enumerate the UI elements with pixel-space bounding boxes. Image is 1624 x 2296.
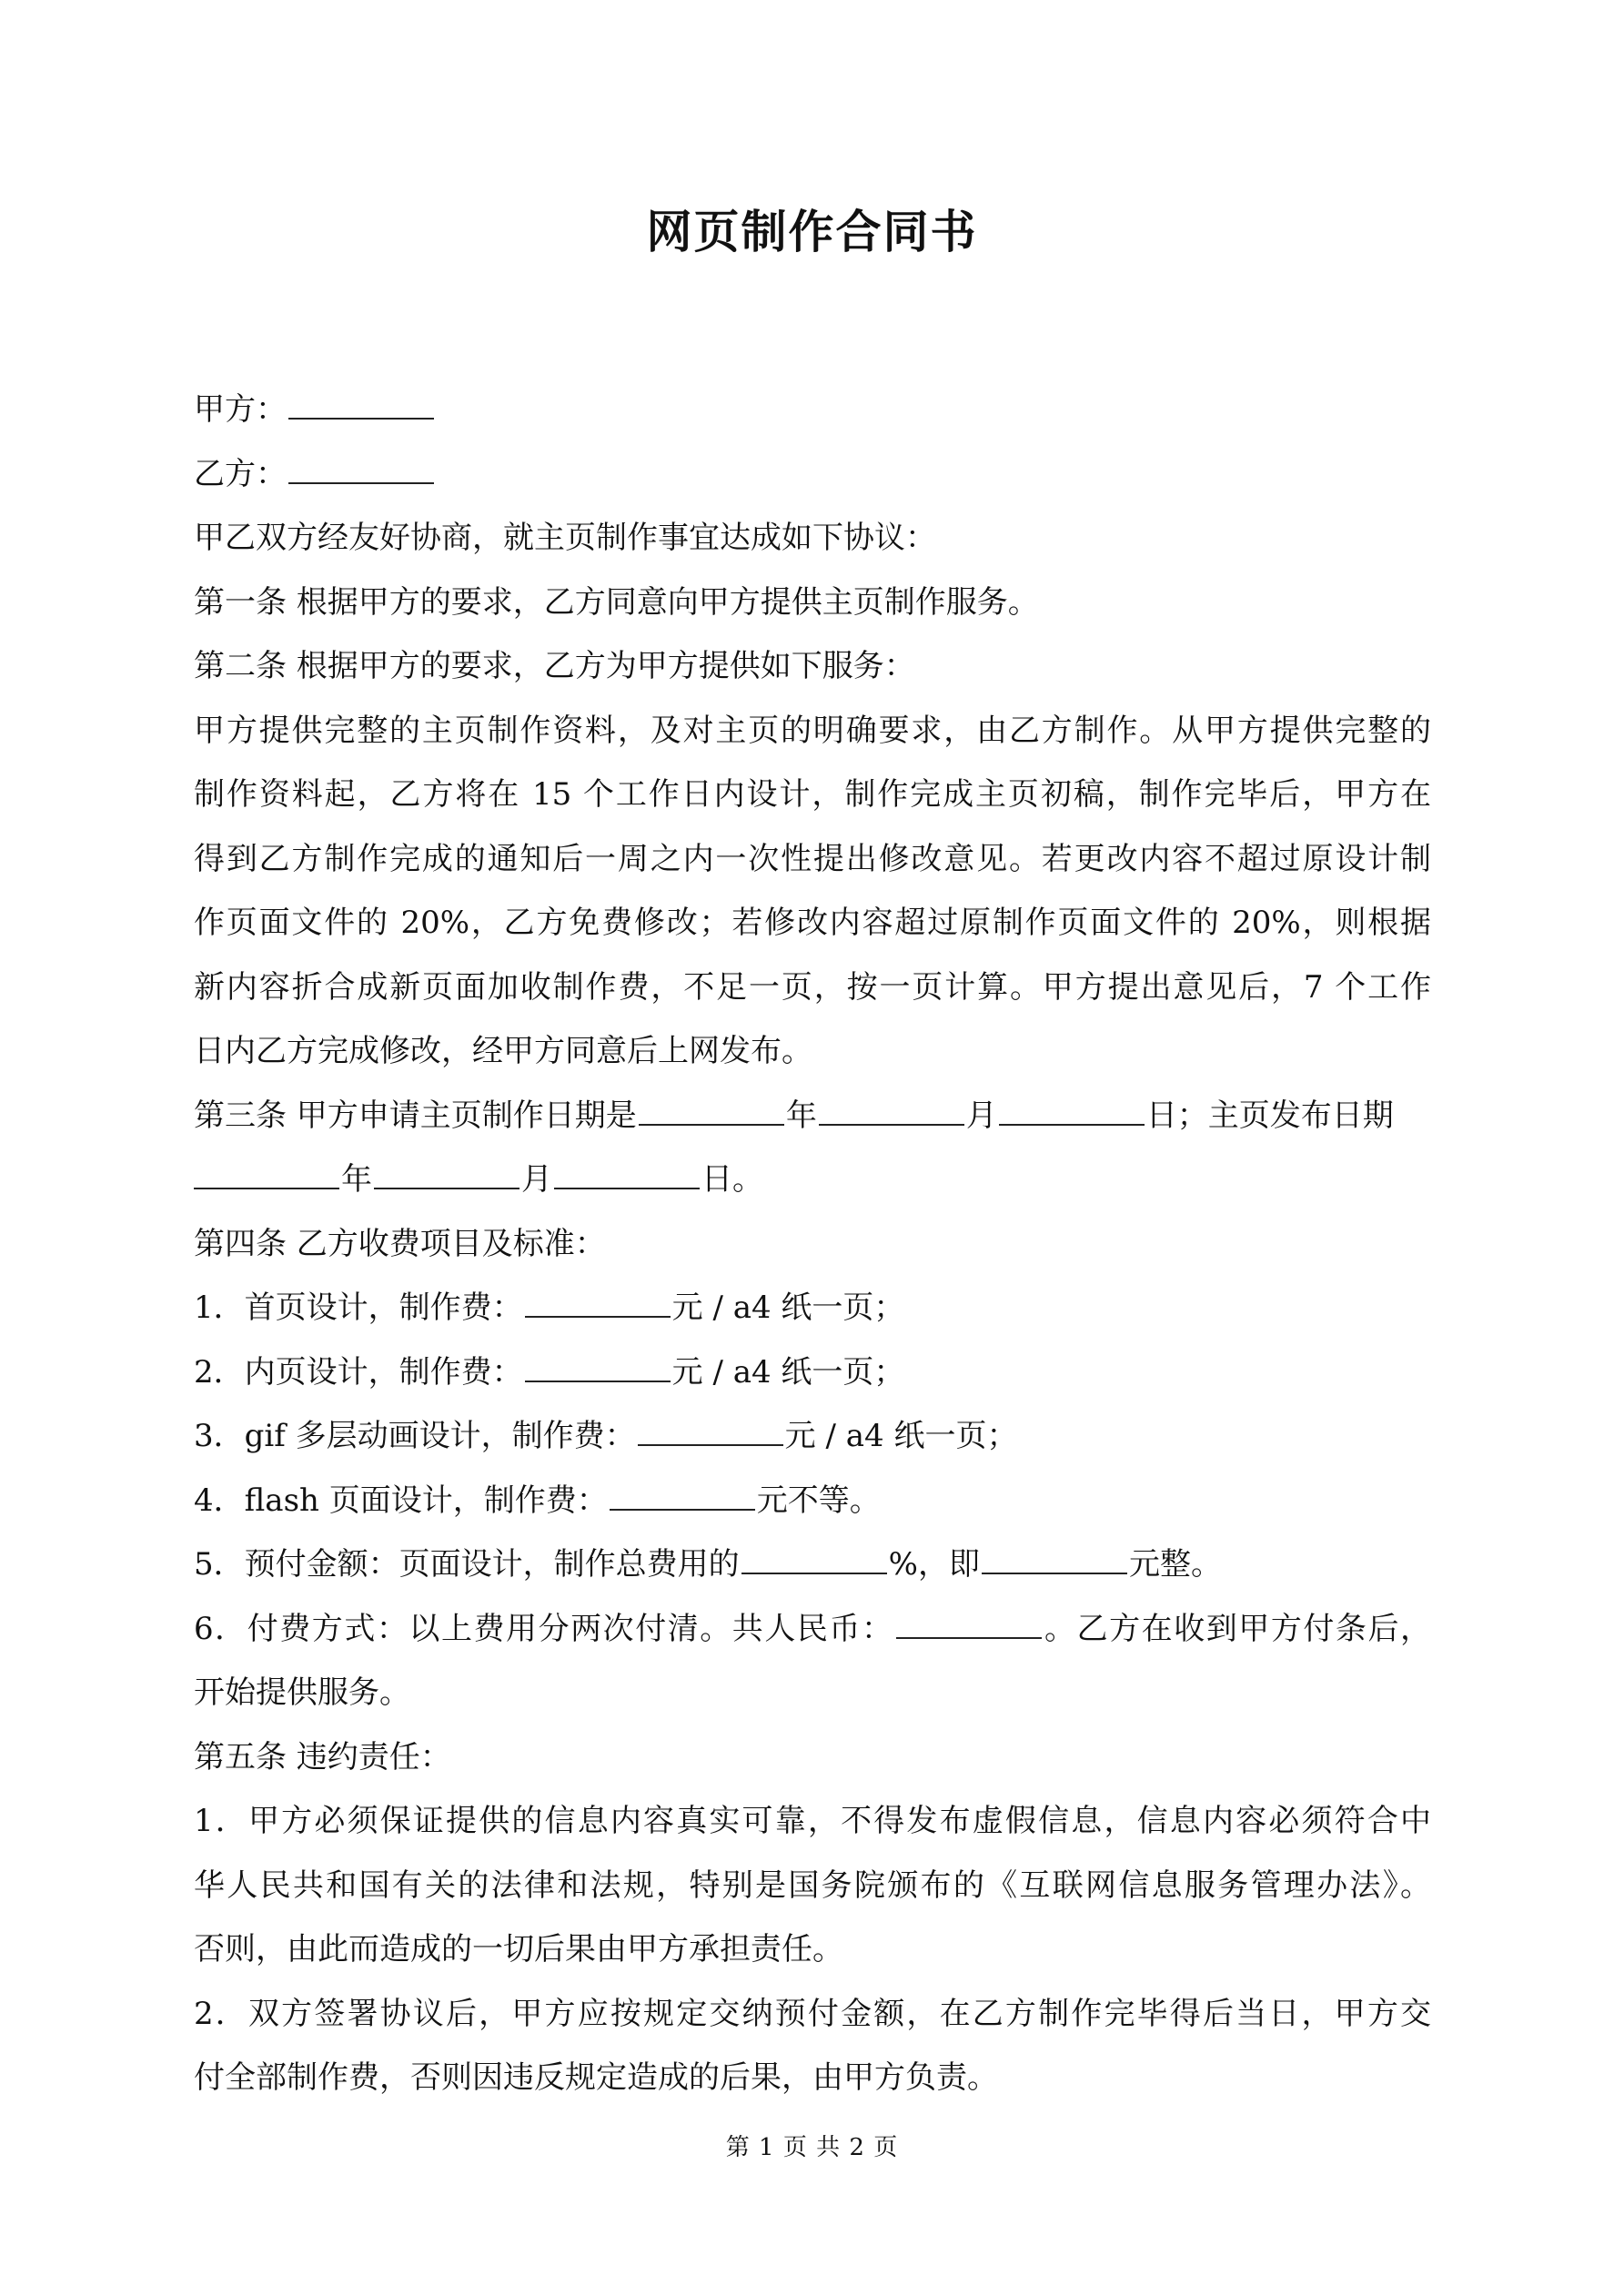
article-3-line-2 <box>194 1148 1431 1212</box>
publish-day-blank <box>554 1164 700 1189</box>
article-2-line: 甲方提供完整的主页制作资料，及对主页的明确要求，由乙方制作。从甲方提供完整的 <box>194 712 1431 749</box>
article-2-line: 得到乙方制作完成的通知后一周之内一次性提出修改意见。若更改内容不超过原设计制 <box>194 840 1431 877</box>
article-2-heading: 第二条 根据甲方的要求，乙方为甲方提供如下服务： <box>194 648 915 684</box>
fee-label: 2．内页设计，制作费： <box>194 1353 523 1391</box>
prepay-percent-blank <box>741 1549 887 1574</box>
party-b-label: 乙方： <box>194 455 287 492</box>
year-label: 年 <box>785 1097 817 1134</box>
year-label: 年 <box>341 1161 372 1198</box>
prepay-suffix: 元整。 <box>1128 1546 1222 1583</box>
prepay-item <box>194 1532 1431 1597</box>
article-2-line: 新内容折合成新页面加收制作费，不足一页，按一页计算。甲方提出意见后，7 个工作 <box>194 968 1431 1006</box>
fee-item <box>194 1340 1431 1405</box>
party-a-label: 甲方： <box>194 391 287 428</box>
fee-blank <box>525 1357 671 1382</box>
article-2-line: 制作资料起，乙方将在 15 个工作日内设计，制作完成主页初稿，制作完毕后，甲方在 <box>194 776 1431 813</box>
article-2-line: 作页面文件的 20%，乙方免费修改；若修改内容超过原制作页面文件的 20%，则根据 <box>194 905 1431 941</box>
party-a-line <box>194 378 1431 442</box>
prepay-label: 5．预付金额：页面设计，制作总费用的 <box>194 1546 740 1583</box>
fee-label: 4．flash 页面设计，制作费： <box>194 1482 608 1519</box>
apply-year-blank <box>639 1100 784 1126</box>
party-b-blank <box>288 459 434 484</box>
payment-suffix: 。乙方在收到甲方付条后， <box>1043 1610 1431 1647</box>
page-number: 第 1 页 共 2 页 <box>725 2134 899 2161</box>
article-5-heading: 第五条 违约责任： <box>194 1738 451 1775</box>
liability-line: 2．双方签署协议后，甲方应按规定交纳预付金额，在乙方制作完毕得后当日，甲方交 <box>194 1995 1431 2032</box>
month-label: 月 <box>521 1161 552 1198</box>
liability-line: 否则，由此而造成的一切后果由甲方承担责任。 <box>194 1931 843 1967</box>
fee-label: 3．gif 多层动画设计，制作费： <box>194 1418 636 1454</box>
apply-month-blank <box>819 1100 964 1126</box>
liability-line: 1．甲方必须保证提供的信息内容真实可靠，不得发布虚假信息，信息内容必须符合中 <box>194 1803 1431 1839</box>
article-4-heading: 第四条 乙方收费项目及标准： <box>194 1225 606 1262</box>
day-end-label: 日。 <box>701 1161 763 1198</box>
article-2-line: 日内乙方完成修改，经甲方同意后上网发布。 <box>194 1033 812 1069</box>
fee-unit: 元不等。 <box>756 1482 881 1519</box>
fee-unit: 元 / a4 纸一页； <box>784 1418 1018 1454</box>
payment-item <box>194 1597 1431 1662</box>
publish-month-blank <box>374 1164 519 1189</box>
contract-body <box>194 378 1431 2110</box>
article-3-line-1 <box>194 1084 1431 1148</box>
article-1: 第一条 根据甲方的要求，乙方同意向甲方提供主页制作服务。 <box>194 583 1039 621</box>
day-then-label: 日；主页发布日期 <box>1145 1097 1394 1134</box>
apply-day-blank <box>999 1100 1145 1126</box>
fee-blank <box>525 1292 671 1318</box>
month-label: 月 <box>965 1097 997 1134</box>
party-a-blank <box>288 394 434 420</box>
fee-label: 1．首页设计，制作费： <box>194 1290 523 1326</box>
fee-unit: 元 / a4 纸一页； <box>671 1290 905 1326</box>
payment-total-blank <box>896 1613 1042 1639</box>
document-title: 网页制作合同书 <box>646 205 978 258</box>
fee-item <box>194 1469 1431 1533</box>
prepay-mid: %，即 <box>888 1546 980 1583</box>
payment-cont: 开始提供服务。 <box>194 1674 410 1711</box>
fee-blank <box>638 1421 783 1446</box>
prepay-amount-blank <box>982 1549 1127 1574</box>
liability-line: 付全部制作费，否则因违反规定造成的后果，由甲方负责。 <box>194 2059 998 2096</box>
article-3-prefix: 第三条 甲方申请主页制作日期是 <box>194 1097 637 1134</box>
payment-label: 6．付费方式：以上费用分两次付清。共人民币： <box>194 1610 894 1647</box>
fee-item <box>194 1404 1431 1469</box>
fee-unit: 元 / a4 纸一页； <box>671 1353 905 1391</box>
liability-line: 华人民共和国有关的法律和法规，特别是国务院颁布的《互联网信息服务管理办法》。 <box>194 1866 1431 1904</box>
fee-item <box>194 1276 1431 1340</box>
party-b-line <box>194 442 1431 507</box>
fee-blank <box>610 1485 755 1511</box>
publish-year-blank <box>194 1164 339 1189</box>
intro-line: 甲乙双方经友好协商，就主页制作事宜达成如下协议： <box>194 520 936 556</box>
